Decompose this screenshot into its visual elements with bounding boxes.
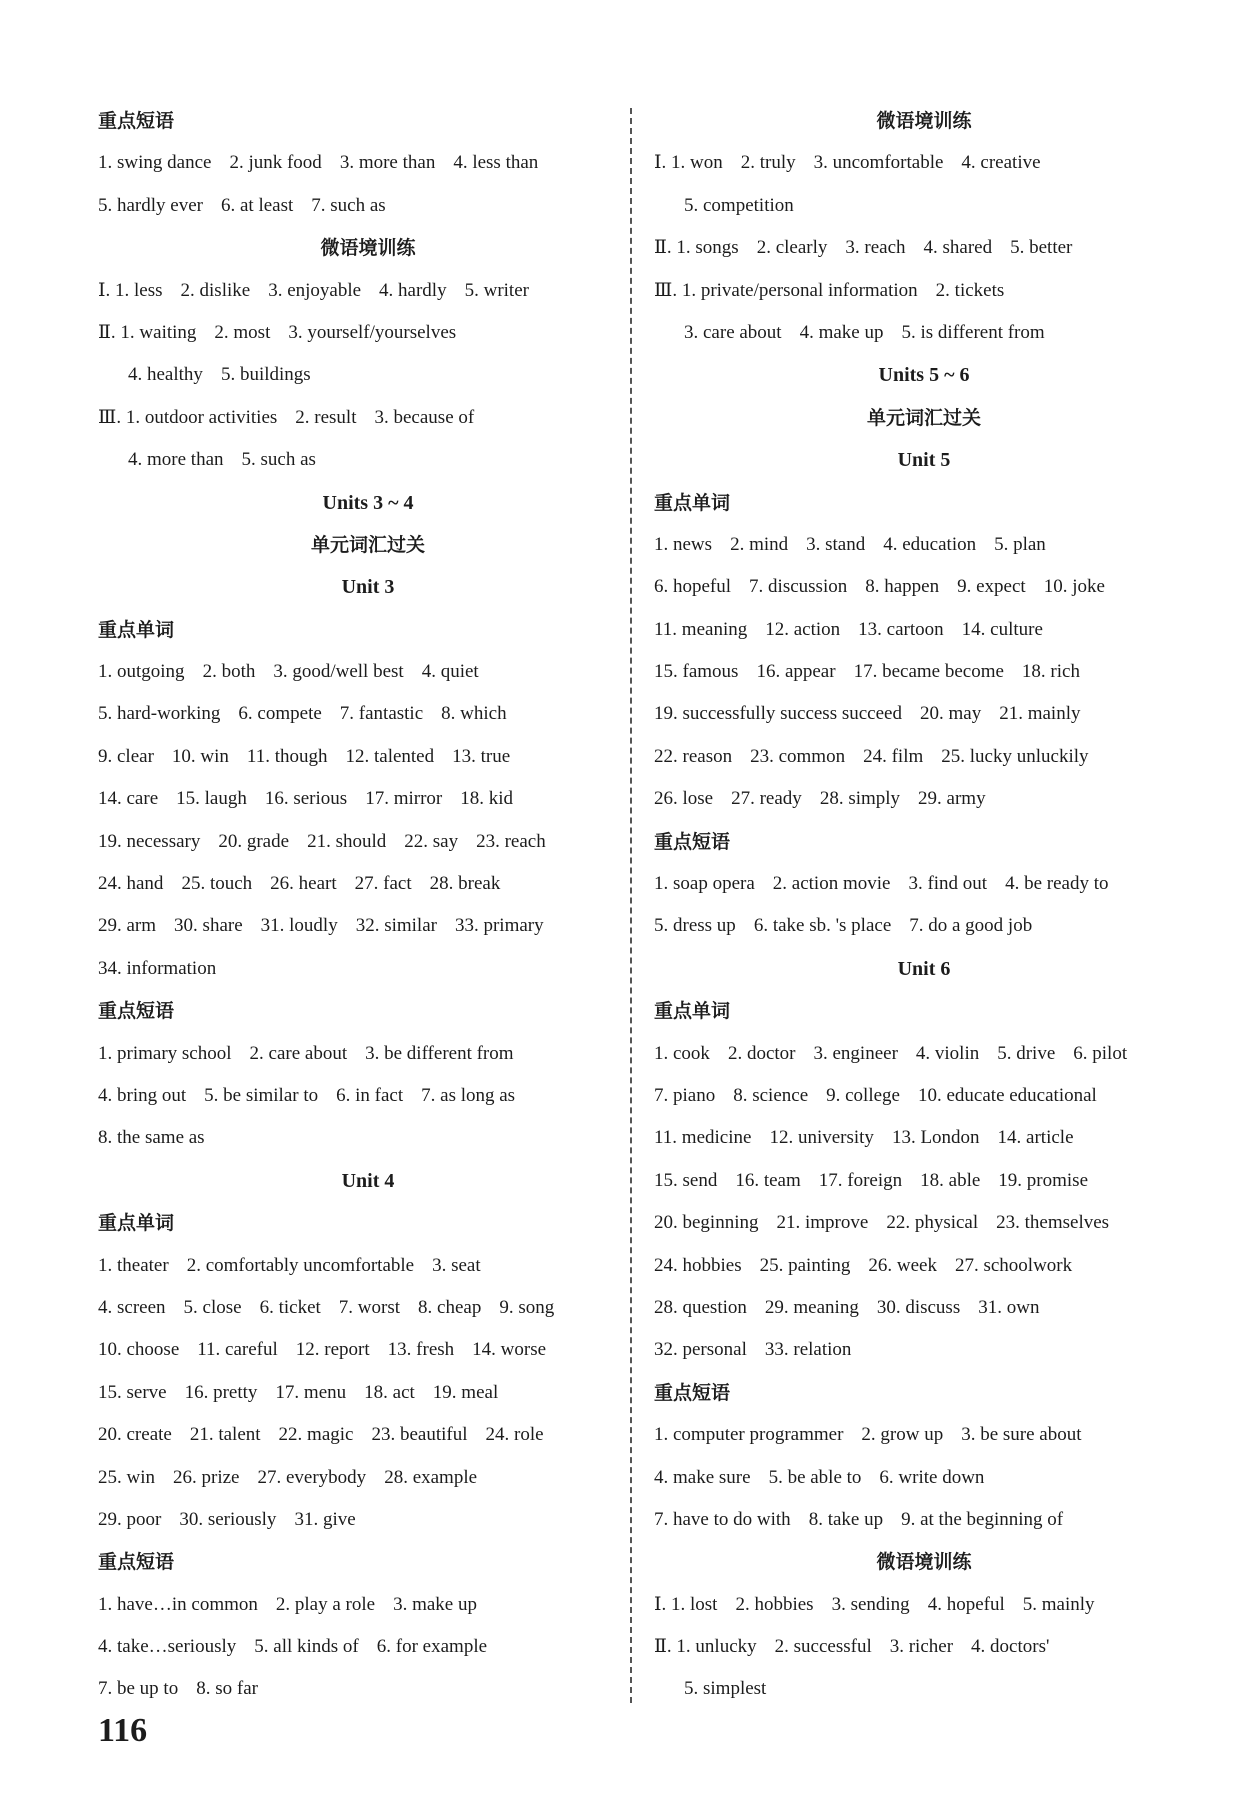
unit-heading: Unit 5: [897, 449, 951, 472]
answer-item: 33. relation: [764, 1339, 852, 1361]
answer-item: 3. enjoyable: [268, 279, 362, 301]
section-heading: 单元词汇过关: [310, 533, 425, 556]
answer-item: 5. competition: [684, 194, 794, 216]
answer-item: 8. so far: [196, 1678, 258, 1700]
answer-item: 1. have…in common: [98, 1593, 258, 1615]
answer-line: [654, 1329, 1194, 1371]
answer-line: [98, 1075, 638, 1117]
answer-item: 29. poor: [98, 1508, 162, 1530]
answer-item: 18. kid: [460, 788, 514, 810]
answer-line: [654, 1202, 1194, 1244]
answer-line: [654, 1245, 1194, 1287]
answer-item: 2. result: [295, 406, 357, 428]
answer-line: [654, 736, 1194, 778]
answer-item: 6. in fact: [336, 1084, 404, 1106]
answer-item: Ⅰ. 1. less: [98, 279, 163, 301]
answer-line: [98, 863, 638, 905]
answer-item: 22. physical: [886, 1212, 979, 1234]
answer-item: 5. better: [1010, 237, 1073, 259]
answer-item: 9. song: [499, 1296, 555, 1318]
answer-item: 4. doctors': [971, 1636, 1050, 1658]
right-column: [654, 100, 1194, 1711]
section-label: 重点短语: [654, 1381, 731, 1404]
answer-line: [654, 1075, 1194, 1117]
answer-item: 23. common: [750, 745, 846, 767]
answer-item: 4. bring out: [98, 1084, 187, 1106]
answer-item: 21. talent: [189, 1424, 261, 1446]
answer-item: 8. cheap: [418, 1296, 482, 1318]
answer-item: 1. news: [654, 533, 713, 555]
answer-item: 6. compete: [238, 703, 322, 725]
answer-item: 17. foreign: [818, 1169, 903, 1191]
section-label: 重点短语: [98, 1000, 175, 1023]
answer-item: 3. more than: [339, 152, 436, 174]
answer-item: 12. action: [765, 618, 841, 640]
answer-item: 9. expect: [957, 576, 1026, 598]
answer-item: 12. talented: [345, 745, 435, 767]
answer-item: 16. appear: [756, 661, 836, 683]
answer-item: 18. able: [920, 1169, 981, 1191]
answer-line: [654, 566, 1194, 608]
answer-line: [98, 1117, 638, 1159]
answer-line: [98, 1584, 638, 1626]
answer-line: [98, 1329, 638, 1371]
answer-item: 11. careful: [197, 1339, 278, 1361]
answer-item: 32. personal: [654, 1339, 747, 1361]
answer-item: 4. violin: [915, 1042, 980, 1064]
answer-item: 2. play a role: [275, 1593, 376, 1615]
answer-item: 5. mainly: [1022, 1593, 1095, 1615]
answer-item: 3. be sure about: [961, 1424, 1082, 1446]
answer-item: 5. is different from: [901, 321, 1045, 343]
answer-item: 6. write down: [879, 1466, 985, 1488]
section-heading: 微语境训练: [876, 110, 972, 132]
answer-item: 7. be up to: [98, 1678, 179, 1700]
answer-item: 19. successfully success succeed: [654, 703, 902, 725]
answer-item: 4. shared: [923, 237, 993, 259]
answer-item: 26. week: [868, 1254, 937, 1276]
answer-item: 29. meaning: [764, 1296, 859, 1318]
answer-line: [98, 397, 638, 439]
answer-item: 5. hardly ever: [98, 194, 203, 216]
answer-item: 28. question: [654, 1296, 747, 1318]
answer-item: 16. serious: [264, 788, 348, 810]
section-heading: 单元词汇过关: [866, 406, 981, 429]
answer-item: 18. act: [364, 1381, 415, 1403]
answer-item: 4. quiet: [421, 661, 479, 683]
answer-item: 20. beginning: [654, 1212, 759, 1234]
answer-item: 24. hobbies: [654, 1254, 742, 1276]
answer-item: 1. primary school: [98, 1042, 232, 1064]
answer-item: 27. fact: [354, 873, 412, 895]
answer-item: 3. sending: [831, 1593, 910, 1615]
answer-line: [98, 354, 638, 396]
unit-heading: Unit 6: [897, 957, 951, 980]
answer-line: [654, 1117, 1194, 1159]
answer-item: 3. richer: [889, 1636, 954, 1658]
answer-line: [98, 905, 638, 947]
answer-item: 25. painting: [759, 1254, 851, 1276]
answer-line: [654, 609, 1194, 651]
answer-item: 3. stand: [806, 533, 866, 555]
answer-item: 22. say: [404, 830, 459, 852]
answer-line: [654, 1033, 1194, 1075]
answer-line: [98, 1457, 638, 1499]
answer-item: 2. most: [214, 321, 271, 343]
answer-item: 6. at least: [220, 194, 294, 216]
answer-item: 15. serve: [98, 1381, 167, 1403]
answer-item: 27. ready: [731, 788, 802, 810]
answer-item: 14. article: [997, 1127, 1074, 1149]
answer-item: 6. take sb. 's place: [753, 915, 892, 937]
answer-item: 6. ticket: [259, 1296, 321, 1318]
answer-item: 4. hardly: [379, 279, 447, 301]
answer-line: [654, 270, 1194, 312]
answer-item: 1. cook: [654, 1042, 710, 1064]
answer-item: 30. seriously: [179, 1508, 277, 1530]
answer-item: 5. such as: [241, 449, 316, 471]
answer-item: 30. share: [174, 915, 243, 937]
answer-item: 32. similar: [355, 915, 437, 937]
section-label: 重点单词: [98, 618, 175, 641]
answer-item: 8. science: [733, 1084, 809, 1106]
answer-line: [654, 1668, 1194, 1710]
answer-item: 4. make up: [799, 321, 884, 343]
answer-item: 9. college: [826, 1084, 900, 1106]
answer-item: 30. discuss: [876, 1296, 961, 1318]
answer-line: [98, 1033, 638, 1075]
answer-item: 7. have to do with: [654, 1508, 791, 1530]
answer-line: [98, 142, 638, 184]
unit-heading: Units 3 ~ 4: [322, 491, 414, 514]
answer-item: 3. engineer: [813, 1042, 898, 1064]
section-label: 重点短语: [654, 830, 731, 853]
answer-item: 15. laugh: [176, 788, 247, 810]
left-column: [98, 100, 638, 1711]
answer-item: 2. junk food: [229, 152, 322, 174]
answer-item: 24. role: [485, 1424, 544, 1446]
answer-item: 5. dress up: [654, 915, 736, 937]
answer-item: 4. more than: [128, 449, 224, 471]
answer-item: 14. culture: [961, 618, 1043, 640]
answer-item: 2. action movie: [772, 873, 891, 895]
answer-item: 7. discussion: [749, 576, 848, 598]
answer-item: 5. simplest: [684, 1678, 767, 1700]
answer-item: 26. lose: [654, 788, 714, 810]
answer-line: [98, 185, 638, 227]
answer-line: [98, 1372, 638, 1414]
answer-item: 17. menu: [275, 1381, 347, 1403]
answer-item: 4. be ready to: [1005, 873, 1109, 895]
answer-item: 20. create: [98, 1424, 172, 1446]
answer-item: 4. less than: [453, 152, 539, 174]
answer-item: 11. meaning: [654, 618, 748, 640]
answer-item: 5. plan: [994, 533, 1046, 555]
answer-item: 4. take…seriously: [98, 1636, 237, 1658]
answer-line: [98, 270, 638, 312]
answer-item: 2. grow up: [861, 1424, 944, 1446]
answer-item: 23. themselves: [996, 1212, 1110, 1234]
answer-item: 15. send: [654, 1169, 718, 1191]
answer-item: 1. swing dance: [98, 152, 212, 174]
answer-item: 17. became become: [853, 661, 1004, 683]
answer-item: 29. army: [918, 788, 986, 810]
answer-line: [98, 312, 638, 354]
answer-item: 9. at the beginning of: [901, 1508, 1064, 1530]
answer-item: 28. break: [429, 873, 501, 895]
answer-item: 25. touch: [181, 873, 253, 895]
answer-item: 11. medicine: [654, 1127, 752, 1149]
answer-item: 3. make up: [393, 1593, 477, 1615]
answer-item: 6. hopeful: [654, 576, 732, 598]
answer-line: [98, 778, 638, 820]
answer-item: 16. team: [735, 1169, 801, 1191]
answer-line: [98, 1668, 638, 1710]
answer-item: 7. piano: [654, 1084, 716, 1106]
answer-item: 1. computer programmer: [654, 1424, 844, 1446]
answer-line: [654, 778, 1194, 820]
answer-item: Ⅰ. 1. lost: [654, 1593, 718, 1615]
answer-item: 16. pretty: [184, 1381, 258, 1403]
answer-line: [654, 312, 1194, 354]
answer-item: 21. should: [307, 830, 387, 852]
answer-line: [98, 948, 638, 990]
answer-item: 11. though: [246, 745, 328, 767]
answer-item: 9. clear: [98, 745, 154, 767]
answer-item: 2. mind: [730, 533, 789, 555]
answer-item: 5. be similar to: [204, 1084, 319, 1106]
answer-item: 26. heart: [270, 873, 337, 895]
answer-item: 19. necessary: [98, 830, 201, 852]
answer-item: 29. arm: [98, 915, 157, 937]
answer-line: [654, 185, 1194, 227]
answer-item: 5. be able to: [768, 1466, 862, 1488]
answer-item: 12. report: [295, 1339, 370, 1361]
answer-item: 13. true: [452, 745, 511, 767]
answer-item: 3. care about: [684, 321, 782, 343]
answer-item: 27. everybody: [257, 1466, 367, 1488]
answer-item: 2. care about: [249, 1042, 348, 1064]
page-number: 116: [98, 1712, 148, 1749]
answer-item: 3. uncomfortable: [813, 152, 944, 174]
answer-line: [654, 863, 1194, 905]
answer-item: Ⅱ. 1. songs: [654, 237, 739, 259]
section-label: 重点单词: [654, 1000, 731, 1023]
answer-item: 28. simply: [819, 788, 901, 810]
answer-item: 2. successful: [774, 1636, 872, 1658]
answer-item: 22. magic: [278, 1424, 354, 1446]
answer-item: 5. all kinds of: [254, 1636, 359, 1658]
answer-item: 8. take up: [808, 1508, 884, 1530]
unit-heading: Unit 4: [341, 1169, 395, 1192]
answer-item: 2. hobbies: [735, 1593, 814, 1615]
answer-line: [654, 693, 1194, 735]
answer-item: 1. theater: [98, 1254, 169, 1276]
column-divider: [630, 108, 632, 1703]
answer-line: [654, 1626, 1194, 1668]
answer-line: [654, 1584, 1194, 1626]
answer-line: [98, 821, 638, 863]
answer-item: 14. worse: [472, 1339, 547, 1361]
answer-item: 20. grade: [218, 830, 290, 852]
answer-item: Ⅱ. 1. unlucky: [654, 1636, 757, 1658]
answer-item: 3. yourself/yourselves: [288, 321, 457, 343]
answer-item: 8. happen: [865, 576, 940, 598]
answer-line: [98, 1626, 638, 1668]
answer-item: 17. mirror: [365, 788, 443, 810]
answer-item: 1. soap opera: [654, 873, 755, 895]
answer-item: 4. hopeful: [927, 1593, 1005, 1615]
answer-item: 31. give: [294, 1508, 356, 1530]
answer-line: [654, 227, 1194, 269]
answer-line: [654, 1499, 1194, 1541]
answer-item: 10. win: [171, 745, 229, 767]
answer-item: 2. both: [202, 661, 256, 683]
answer-item: 4. healthy: [128, 364, 203, 386]
answer-item: 3. because of: [374, 406, 475, 428]
answer-item: 2. truly: [740, 152, 796, 174]
answer-item: 3. find out: [908, 873, 988, 895]
answer-line: [98, 1245, 638, 1287]
answer-item: 12. university: [769, 1127, 874, 1149]
answer-item: 13. cartoon: [858, 618, 944, 640]
answer-line: [98, 693, 638, 735]
answer-item: 13. London: [891, 1127, 980, 1149]
section-label: 重点短语: [98, 1551, 175, 1574]
answer-line: [654, 142, 1194, 184]
answer-line: [654, 1457, 1194, 1499]
answer-item: 2. clearly: [756, 237, 828, 259]
unit-heading: Unit 3: [341, 576, 395, 599]
answer-line: [654, 905, 1194, 947]
answer-item: 4. make sure: [654, 1466, 751, 1488]
answer-item: 14. care: [98, 788, 159, 810]
section-label: 重点单词: [654, 491, 731, 514]
answer-item: 6. pilot: [1073, 1042, 1128, 1064]
answer-item: 24. hand: [98, 873, 164, 895]
answer-item: 13. fresh: [387, 1339, 455, 1361]
answer-item: 8. the same as: [98, 1127, 205, 1149]
answer-item: 10. choose: [98, 1339, 180, 1361]
answer-item: 7. worst: [338, 1296, 401, 1318]
answer-item: 25. win: [98, 1466, 155, 1488]
answer-item: 1. outgoing: [98, 661, 185, 683]
answer-item: 3. good/well best: [273, 661, 404, 683]
answer-line: [654, 1160, 1194, 1202]
answer-item: 26. prize: [173, 1466, 240, 1488]
answer-item: 23. beautiful: [371, 1424, 468, 1446]
answer-item: 22. reason: [654, 745, 733, 767]
answer-item: 34. information: [98, 957, 217, 979]
answer-item: 31. loudly: [260, 915, 338, 937]
answer-item: 7. do a good job: [909, 915, 1033, 937]
answer-item: 33. primary: [454, 915, 544, 937]
section-label: 重点短语: [98, 110, 175, 132]
answer-item: 2. dislike: [180, 279, 251, 301]
answer-item: 5. buildings: [220, 364, 311, 386]
answer-item: 2. tickets: [935, 279, 1005, 301]
answer-item: 4. screen: [98, 1296, 166, 1318]
answer-item: 23. reach: [476, 830, 546, 852]
answer-item: 7. such as: [311, 194, 386, 216]
answer-item: 5. writer: [464, 279, 529, 301]
answer-item: 3. seat: [432, 1254, 481, 1276]
answer-line: [98, 1287, 638, 1329]
answer-line: [98, 439, 638, 481]
section-heading: 微语境训练: [876, 1551, 972, 1574]
answer-item: 2. doctor: [727, 1042, 796, 1064]
answer-line: [98, 1499, 638, 1541]
answer-item: 19. promise: [998, 1169, 1089, 1191]
answer-item: 5. hard-working: [98, 703, 221, 725]
answer-item: 25. lucky unluckily: [941, 745, 1089, 767]
unit-heading: Units 5 ~ 6: [878, 364, 970, 387]
answer-item: 4. education: [883, 533, 977, 555]
answer-item: 28. example: [384, 1466, 478, 1488]
answer-item: 4. creative: [961, 152, 1041, 174]
answer-item: 5. drive: [997, 1042, 1056, 1064]
answer-item: 19. meal: [432, 1381, 499, 1403]
answer-item: 2. comfortably uncomfortable: [186, 1254, 415, 1276]
answer-item: Ⅰ. 1. won: [654, 152, 723, 174]
answer-item: 20. may: [919, 703, 982, 725]
answer-line: [654, 1414, 1194, 1456]
answer-line: [654, 651, 1194, 693]
answer-item: 15. famous: [654, 661, 739, 683]
answer-item: 21. improve: [776, 1212, 869, 1234]
answer-item: 8. which: [441, 703, 507, 725]
answer-item: 27. schoolwork: [954, 1254, 1073, 1276]
answer-item: 24. film: [863, 745, 924, 767]
answer-line: [654, 1287, 1194, 1329]
answer-item: 7. as long as: [421, 1084, 516, 1106]
answer-line: [98, 736, 638, 778]
answer-item: 7. fantastic: [339, 703, 424, 725]
answer-item: 31. own: [978, 1296, 1040, 1318]
answer-item: Ⅲ. 1. private/personal information: [654, 279, 918, 301]
answer-item: 10. educate educational: [917, 1084, 1097, 1106]
section-label: 重点单词: [98, 1212, 175, 1235]
answer-item: 5. close: [183, 1296, 242, 1318]
answer-item: Ⅲ. 1. outdoor activities: [98, 406, 278, 428]
answer-line: [98, 651, 638, 693]
answer-item: 3. reach: [845, 237, 906, 259]
answer-line: [98, 1414, 638, 1456]
answer-line: [654, 524, 1194, 566]
section-heading: 微语境训练: [320, 237, 416, 260]
answer-item: 21. mainly: [999, 703, 1081, 725]
answer-item: 10. joke: [1043, 576, 1105, 598]
answer-item: 3. be different from: [365, 1042, 514, 1064]
answer-item: Ⅱ. 1. waiting: [98, 321, 197, 343]
answer-item: 18. rich: [1021, 661, 1080, 683]
answer-item: 6. for example: [376, 1636, 488, 1658]
